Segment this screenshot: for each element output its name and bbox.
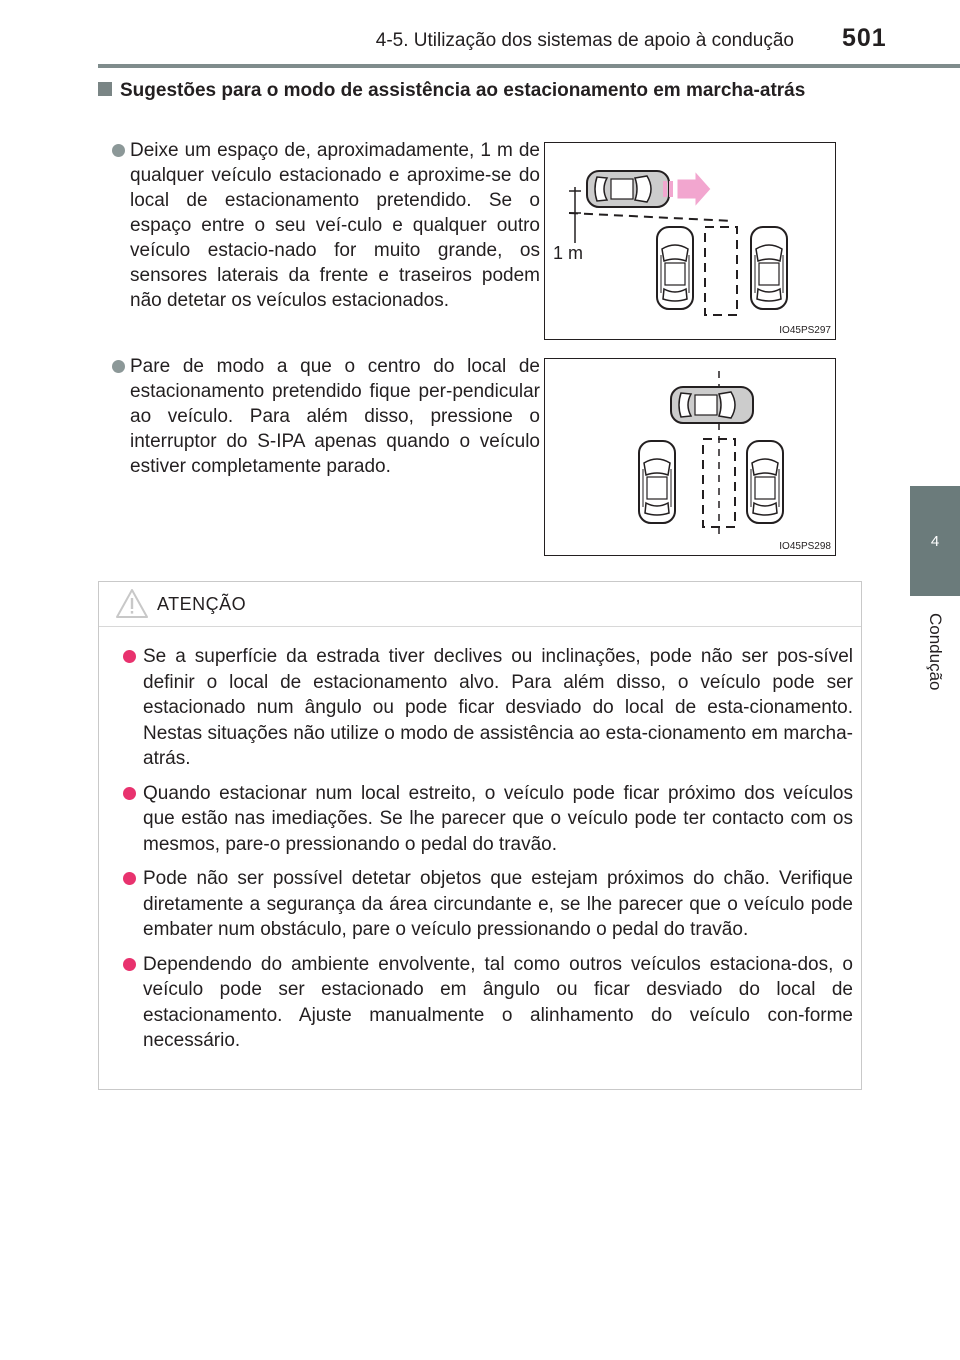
section-heading-text: Sugestões para o modo de assistência ao estacionamento em marcha-atrás [120, 80, 806, 101]
figure-code: IO45PS298 [779, 541, 831, 552]
bullet-icon [123, 958, 136, 971]
tip-text: Pare de modo a que o centro do local de estacionamento pretendido fique per-pendicular ao veículo. Para além disso, pressione o interruptor do S-IPA apenas quando o veículo estiver completamente parado. [130, 356, 540, 477]
page-header-title: 4-5. Utilização dos sistemas de apoio à condução [375, 30, 794, 51]
tip-item [112, 354, 540, 479]
bullet-icon [123, 787, 136, 800]
warning-text: Pode não ser possível detetar objetos que estejam próximos do chão. Verifique diretamente a segurança da área circundante e, se lhe parecer que o veículo pode embater num obstáculo, pare o veículo pressionando o pedal do travão. [143, 868, 853, 940]
warning-text: Quando estacionar num local estreito, o veículo pode ficar próximo dos veículos que estão nas imediações. Se lhe parecer que o veículo pode ter contacto com os mesmos, pare-o pressionando o pedal do travão. [143, 782, 853, 855]
page-number: 501 [842, 24, 887, 52]
parking-diagram-2 [545, 359, 835, 555]
header-rule [98, 64, 960, 68]
figure-code: IO45PS297 [779, 325, 831, 336]
parking-diagram-1 [545, 143, 835, 339]
warning-text: Se a superfície da estrada tiver declives ou inclinações, pode não ser pos-sível definir o local de estacionamento alvo. Para além disso, o veículo pode ser estacionado num ângulo ou pode ficar desviado do local de esta-cionamento. Nestas situações não utilize o modo de assistência ao esta-cionamento em marcha-atrás. [143, 646, 853, 769]
figure-perpendicular-stop [544, 358, 836, 556]
warning-item [115, 781, 853, 858]
square-bullet-icon [98, 82, 112, 96]
warning-box [98, 581, 862, 1090]
bullet-icon [123, 650, 136, 663]
warning-text: Dependendo do ambiente envolvente, tal como outros veículos estaciona-dos, o veículo pode ser estacionado em ângulo ou ficar desviado do local de estacionamento. Ajuste manualmente o alinhamento do veículo con-forme necessário. [143, 953, 853, 1051]
warning-title: ATENÇÃO [157, 594, 247, 614]
section-heading [98, 78, 880, 104]
warning-triangle-icon [115, 588, 149, 620]
warning-list [115, 644, 853, 1063]
tip-item [112, 138, 540, 313]
warning-item [115, 866, 853, 943]
chapter-label: Condução [926, 613, 945, 691]
chapter-tab: 4 [910, 486, 960, 596]
warning-item [115, 952, 853, 1054]
figure-approach-spacing [544, 142, 836, 340]
warning-item [115, 644, 853, 772]
tip-text: Deixe um espaço de, aproximadamente, 1 m de qualquer veículo estacionado e aproxime-se do local de estacionamento pretendido. Se o espaço entre o seu veí-culo e qualquer outro veículo estacio-nado for muito grande, os sensores laterais da frente e traseiros podem não detetar os veículos estacionados. [130, 140, 540, 311]
bullet-icon [112, 360, 125, 373]
warning-header [99, 582, 861, 627]
bullet-icon [123, 872, 136, 885]
dimension-label: 1 m [553, 243, 584, 263]
bullet-icon [112, 144, 125, 157]
